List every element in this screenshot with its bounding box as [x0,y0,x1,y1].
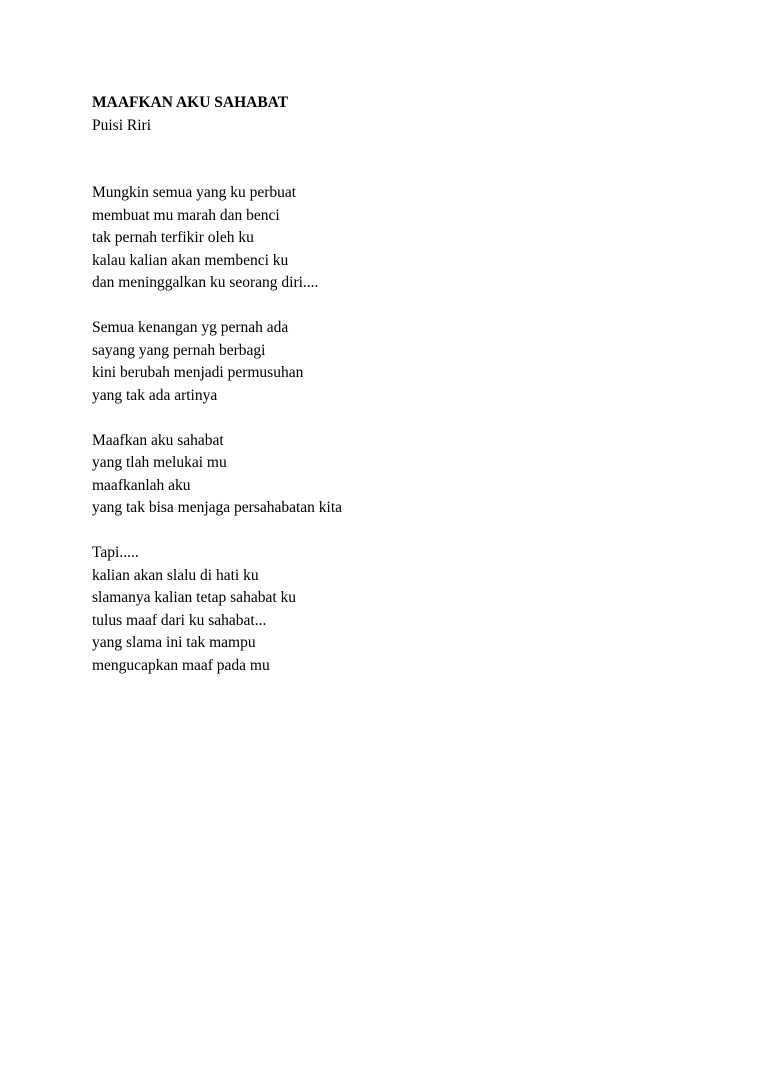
stanza-spacer [92,295,712,318]
poem-line: kalau kalian akan membenci ku [92,251,289,269]
poem-content [92,92,712,677]
poem-line: mengucapkan maaf pada mu [92,656,270,674]
poem-line: yang tlah melukai mu [92,454,227,471]
poem-line: maafkanlah aku [92,476,191,494]
stanza-3 [92,430,712,520]
stanza-spacer [92,407,712,430]
poem-line: membuat mu marah dan benci [92,206,280,224]
stanza-spacer [92,520,712,543]
poem-author: Puisi Riri [92,116,152,134]
poem-title: MAAFKAN AKU SAHABAT [92,94,289,111]
stanza-1 [92,182,712,295]
poem-line: slamanya kalian tetap sahabat ku [92,589,297,606]
poem-line: sayang yang pernah berbagi [92,341,266,359]
stanza-2 [92,317,712,407]
poem-line: tulus maaf dari ku sahabat... [92,611,267,629]
poem-line: kalian akan slalu di hati ku [92,566,259,584]
poem-line: yang slama ini tak mampu [92,634,256,651]
poem-line: kini berubah menjadi permusuhan [92,364,304,381]
poem-line: dan meninggalkan ku seorang diri.... [92,274,319,291]
poem-line: yang tak ada artinya [92,386,218,404]
poem-line: Maafkan aku sahabat [92,431,224,449]
poem-line: tak pernah terfikir oleh ku [92,229,254,246]
header-spacer [92,137,712,182]
poem-line: Semua kenangan yg pernah ada [92,319,289,336]
stanza-4 [92,542,712,677]
poem-line: yang tak bisa menjaga persahabatan kita [92,499,343,516]
poem-line: Tapi..... [92,544,139,561]
poem-line: Mungkin semua yang ku perbuat [92,184,297,201]
